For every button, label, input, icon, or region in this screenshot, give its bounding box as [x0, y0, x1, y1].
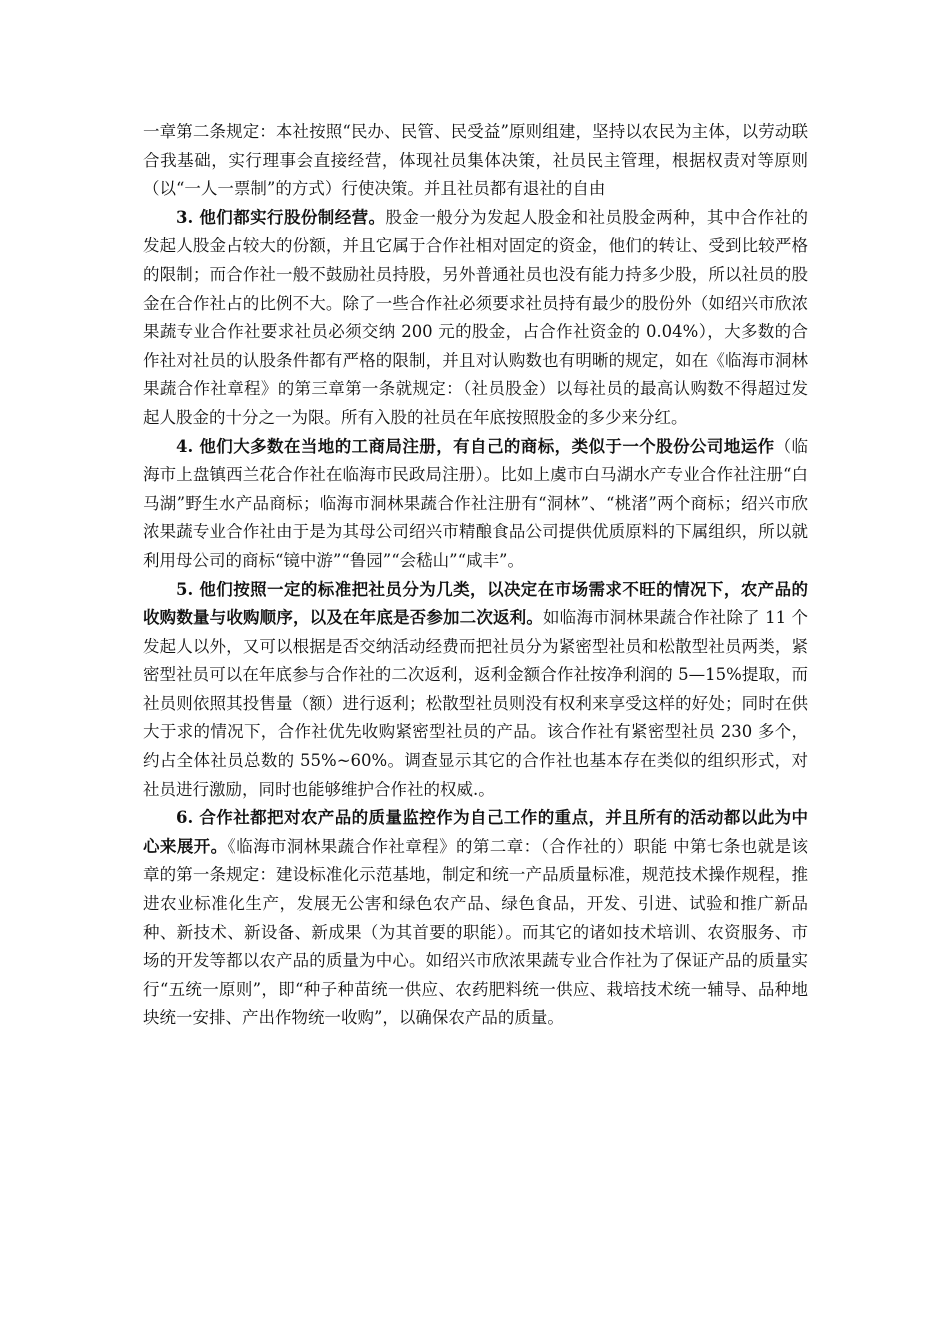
paragraph-heading: 6. 合作社都把对农产品的质量监控作为自己工作的重点，并且所有的活动都以此为中心来展开。 [143, 808, 808, 856]
paragraph-text: 如临海市洞林果蔬合作社除了 11 个发起人以外，又可以根据是否交纳活动经费而把社员分为紧密型社员和松散型社员两类，紧密型社员可以在年底参与合作社的二次返利，返利金额合作社按净利润的 5—15%提取，而社员则依照其投售量（额）进行返利；松散型社员则没有权利来享受这样的好处；同时在供大于求的情况下，合作社优先收购紧密型社员的产品。该合作社有紧密型社员 230 多个，约占全体社员总数的 55%~60%。调查显示其它的合作社也基本存在类似的组织形式，对社员进行激励，同时也能够维护合作社的权威.。 [143, 608, 808, 799]
paragraph-point-4 [143, 433, 808, 576]
paragraph-text: 股金一般分为发起人股金和社员股金两种，其中合作社的发起人股金占较大的份额，并且它属于合作社相对固定的资金，他们的转让、受到比较严格的限制；而合作社一般不鼓励社员持股，另外普通社员也没有能力持多少股，所以社员的股金在合作社占的比例不大。除了一些合作社必须要求社员持有最少的股份外（如绍兴市欣浓果蔬专业合作社要求社员必须交纳 200 元的股金，占合作社资金的 0.04%），大多数的合作社对社员的认股条件都有严格的限制，并且对认购数也有明晰的规定，如在《临海市洞林果蔬合作社章程》的第三章第一条就规定：（社员股金）以每社员的最高认购数不得超过发起人股金的十分之一为限。所有入股的社员在年底按照股金的多少来分红。 [143, 207, 808, 427]
paragraph-text: （临海市上盘镇西兰花合作社在临海市民政局注册）。比如上虞市白马湖水产专业合作社注册“白马湖”野生水产品商标；临海市洞林果蔬合作社注册有“洞林”、“桃渚”两个商标；绍兴市欣浓果蔬专业合作社由于是为其母公司绍兴市精酿食品公司提供优质原料的下属组织，所以就利用母公司的商标“镜中游”“鲁园”“会嵇山”“咸丰”。 [143, 436, 808, 570]
paragraph-heading: 5. 他们按照一定的标准把社员分为几类，以决定在市场需求不旺的情况下，农产品的收购数量与收购顺序，以及在年底是否参加二次返利。 [143, 579, 808, 628]
paragraph-text: 《临海市洞林果蔬合作社章程》的第二章：（合作社的）职能 中第七条也就是该章的第一条规定：建设标准化示范基地，制定和统一产品质量标准，规范技术操作规程，推进农业标准化生产，发展无公害和绿色农产品、绿色食品，开发、引进、试验和推广新品种、新技术、新设备、新成果（为其首要的职能）。而其它的诸如技术培训、农资服务、市场的开发等都以农产品的质量为中心。如绍兴市欣浓果蔬专业合作社为了保证产品的质量实行“五统一原则”，即“种子种苗统一供应、农药肥料统一供应、栽培技术统一辅导、品种地块统一安排、产出作物统一收购”，以确保农产品的质量。 [143, 836, 808, 1028]
paragraph-text: 一章第二条规定：本社按照“民办、民管、民受益”原则组建，坚持以农民为主体，以劳动联合我基础，实行理事会直接经营，体现社员集体决策，社员民主管理，根据权责对等原则（以“一人一票制”的方式）行使决策。并且社员都有退社的自由 [143, 122, 808, 199]
paragraph-heading: 4. 他们大多数在当地的工商局注册，有自己的商标，类似于一个股份公司地运作 [176, 436, 775, 456]
paragraph-heading: 3. 他们都实行股份制经营。 [176, 207, 386, 227]
paragraph-point-6 [143, 804, 808, 1033]
document-page [143, 118, 808, 1033]
paragraph-continuation [143, 118, 808, 204]
paragraph-point-3 [143, 204, 808, 433]
paragraph-point-5 [143, 576, 808, 805]
